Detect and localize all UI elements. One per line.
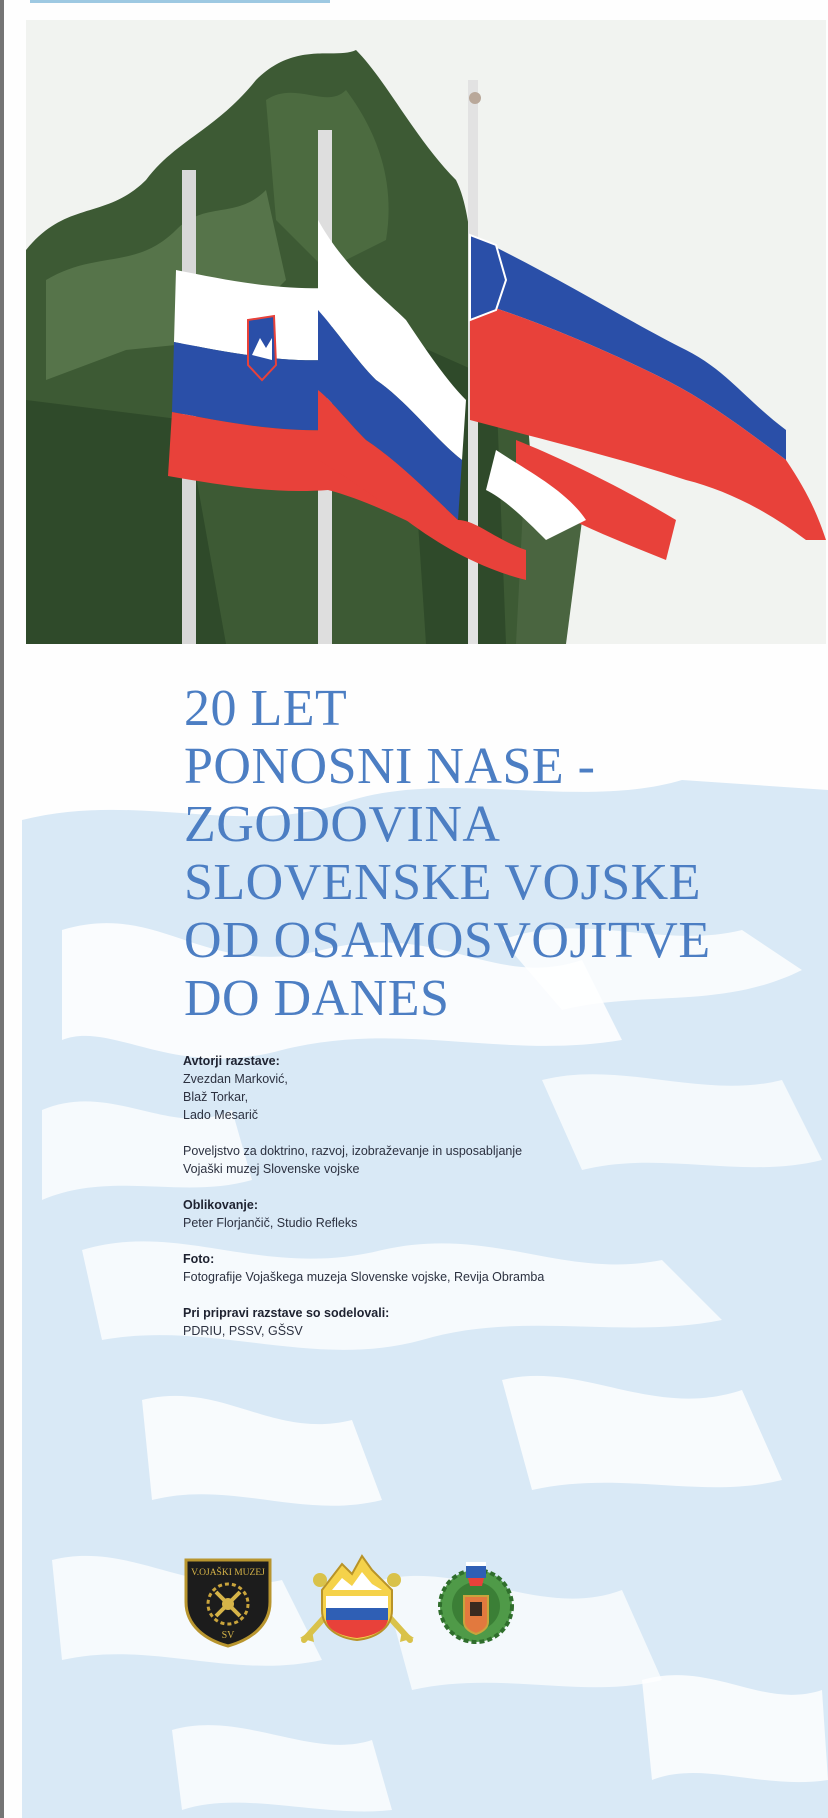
flags-photo-illustration <box>26 20 826 644</box>
photo-block <box>183 1250 743 1286</box>
title-line-3: ZGODOVINA <box>184 796 501 853</box>
institution-name: Poveljstvo za doktrino, razvoj, izobraževanje in usposabljanje <box>183 1144 523 1158</box>
contributors-label: Pri pripravi razstave so sodelovali: <box>183 1306 390 1320</box>
photo-label: Foto: <box>183 1252 215 1266</box>
museum-logo-text-bottom: SV <box>221 1630 235 1641</box>
military-museum-logo <box>180 1552 276 1648</box>
scan-edge <box>0 0 4 1818</box>
author-name: Lado Mesarič <box>183 1108 259 1122</box>
photo-value: Fotografije Vojaškega muzeja Slovenske vojske, Revija Obramba <box>183 1270 545 1284</box>
credits <box>183 1052 743 1358</box>
museum-logo-text-top: V.OJAŠKI MUZEJ <box>191 1568 265 1578</box>
authors-block <box>183 1052 743 1124</box>
institutions-block <box>183 1142 743 1178</box>
top-strip <box>30 0 330 3</box>
contributors-value: PDRIU, PSSV, GŠSV <box>183 1324 303 1338</box>
design-label: Oblikovanje: <box>183 1198 259 1212</box>
title-line-2: PONOSNI NASE - <box>184 738 596 795</box>
title-line-1: 20 LET <box>184 680 348 737</box>
contributors-block <box>183 1304 743 1340</box>
author-name: Zvezdan Marković, <box>183 1072 288 1086</box>
title-line-6: DO DANES <box>184 970 450 1027</box>
poster-title <box>184 680 824 1028</box>
slovenian-army-emblem <box>292 1550 422 1650</box>
authors-label: Avtorji razstave: <box>183 1054 280 1068</box>
command-emblem <box>434 1556 518 1646</box>
institution-name: Vojaški muzej Slovenske vojske <box>183 1162 360 1176</box>
title-line-5: OD OSAMOSVOJITVE <box>184 912 711 969</box>
design-value: Peter Florjančič, Studio Refleks <box>183 1216 358 1230</box>
title-line-4: SLOVENSKE VOJSKE <box>184 854 701 911</box>
design-block <box>183 1196 743 1232</box>
author-name: Blaž Torkar, <box>183 1090 249 1104</box>
flags-photo <box>26 20 826 644</box>
